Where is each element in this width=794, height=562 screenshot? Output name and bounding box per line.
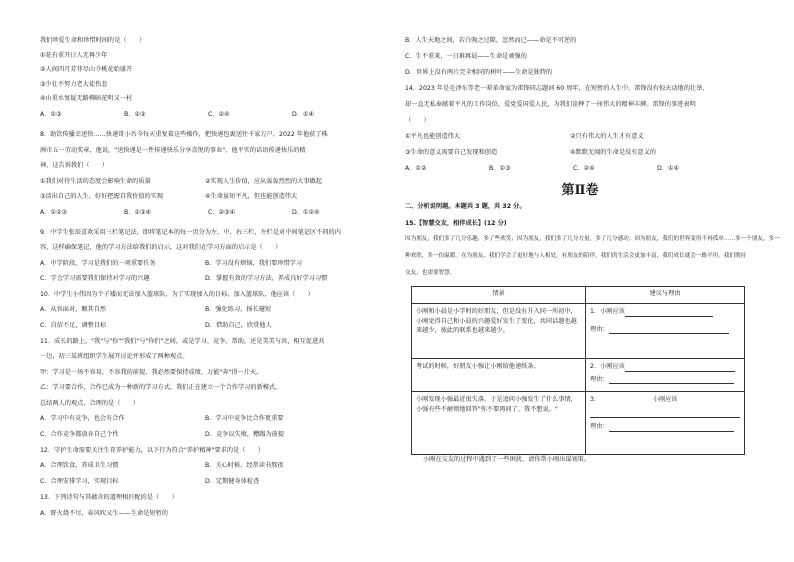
answer-blank[interactable] [609,376,734,384]
scenario-table [411,286,745,455]
option-a[interactable]: A．①③ [40,111,62,118]
option-c[interactable]: C．生不重来，一日难再晨——生命是顽强的 [405,53,527,60]
option-c[interactable]: C．②④ [573,165,595,172]
q8-item: ④生命虽短平凡，但也能创造伟大 [205,193,298,200]
q9-stem-line: 9．中学生张辰喜欢采用三栏笔记法，即将笔记本的每一页分为左、中、右三栏，左栏是对中间笔记区不同的内 [40,229,341,236]
answer-blank[interactable] [609,326,729,334]
option-a[interactable]: A．野火烧不尽，春风吹又生——生命是短暂的 [40,510,168,517]
option-d[interactable]: D．世界上没有两片完全相同的树叶——生命是独特的 [405,69,553,76]
option-d[interactable]: D．借助自己，欣赏他人 [205,322,272,329]
q15-intro-line: 种欢欣，多一份温暖。在为朋友，我们学会了更好地与人相处，有朋友的陪伴，我们的生活会更加丰富，我们成长就会一路平坦。我们期待 [405,253,747,259]
q13-stem: 13．下列诗句与其蕴含的道理相匹配的是（ ） [40,494,178,501]
option-d[interactable]: D．定期健身体检查 [205,478,260,485]
q14-item: ①平凡也能创造伟大 [405,133,461,140]
q15-intro-line: 因为朋友，我们多了几分乐趣，多了些欢笑；因为朋友，我们多了几分力量，多了几分感动；因为朋友，我们的世界变得不再孤单……多一个朋友，多一 [405,236,780,242]
option-c[interactable]: C．合理安排学习，实现目标 [40,478,119,485]
advice-prompt: 2．小刚应该 [590,363,625,370]
q8-item: ③活出自己的人生，好好把握自我价值的实现 [40,193,164,200]
q8-stem-line: 8．助饮传播幸送快……快递哥小吾今每天重复着这些操作，把快递包裹送往千家万户。2022 年他获了株 [40,131,328,138]
scene-cell: 小刚和小晨是小学时的好朋友，但是没有升入同一所初中，小刚觉得自己和小晨的兴趣爱好发生了变化，共同话题也越来越少，彼此的联系也越来越少。 [412,304,586,359]
q14-item: ②只有伟大的人生才有意义 [570,133,644,140]
q15-title: 15.【智慧交友，相伴成长】(12 分) [405,220,507,227]
q14-stem-line: 却一直无私奉献着平凡的工作岗位，爱党爱国爱人民，为我们诠释了一座伟大的精神丰碑。雷锋的事迹表明 [405,101,696,108]
q10-options [40,323,370,329]
option-a[interactable]: A．①②③ [40,209,68,216]
advice-prompt: 1．小刚应该 [590,308,625,315]
option-b[interactable]: B．学习中竞争比合作更重要 [205,415,284,422]
option-a[interactable]: A．中学阶段，学习是我们的一项重要任务 [40,260,156,267]
q11-stem-line: 一边，初三某班组织学生展开讨论并形成了两种观点。 [40,353,189,360]
q7-stem: 我们珍爱生命和珍惜时间的是（ ） [40,37,146,44]
reason-prompt: 理由： [590,375,609,383]
q11-stem-line: 甲：学习是一场不容易，不容我的前提，我必然要保持成绩，万能"奔"得一片天。 [40,369,263,376]
q11-options [40,416,370,422]
q14-items [405,134,735,140]
q12-options [40,479,370,485]
q9-options [40,261,370,267]
q7-item: ①花有重开日人无再少年 [40,52,108,59]
q9-options [40,276,370,282]
option-c[interactable]: C．②④ [208,111,230,118]
reason-prompt: 理由： [590,325,609,333]
option-a[interactable]: A．①② [405,165,427,172]
q14-stem-line: 14．2023 年是毛泽东等老一辈革命家为雷锋同志题词 60 周年，在短暂的人生中，雷锋没有惊天动地的壮举， [405,85,709,92]
scene-cell: 小刚发现小强最近很失落，于是追问小强发生了什么事情，小强有些不耐烦地回答"你不要再问了，我不想说。" [412,392,586,455]
answer-blank[interactable] [625,364,735,372]
q11-stem-line: 总结两人的观点，合理的是（ ） [40,400,139,407]
reason-prompt: 理由： [590,423,609,431]
table-row [412,304,745,359]
option-d[interactable]: D．掌握有效的学习方法，养成良好学习习惯 [205,275,328,282]
option-b[interactable]: B．②③ [124,111,146,118]
table-row [412,359,745,392]
q7-item: ④山重水复疑无路柳暗花明又一村 [40,95,133,102]
q15-intro-line: 交友，也需要智慧。 [405,270,456,276]
closing-prompt: 小刚在交友的过程中遇到了一些困扰，请你帮小刚出谋划策。 [423,456,591,463]
answer-blank[interactable] [625,309,713,317]
option-a[interactable]: A．学习中有竞争，也会有合作 [40,415,125,422]
q7-item: ③少壮不努力老大徒伤悲 [40,81,108,88]
scene-cell: 考试的时候，好朋友小强让小刚给他递纸条。 [412,359,586,392]
q11-stem-line: 11．成长的路上，"我"与"你""我们"与"你们"之间，或是学习、竞争、帮助，还是美美与共，相互促进共 [40,338,325,345]
option-b[interactable]: B．强化练习，扬长避短 [205,306,272,313]
q8-stem-line: 洲市五一劳动奖章，他说，"送快递是一件传递快乐分享喜悦的事业"。他平实的话语传递快乐的精 [40,147,306,154]
advice-cell[interactable] [586,392,745,455]
option-a[interactable]: A．从容面对，顺其自然 [40,306,107,313]
answer-blank[interactable] [590,410,740,418]
q8-item: ②实现人生价值，应从轰轰烈烈的大事做起 [205,178,322,185]
q12-stem: 12．守护生命需要关注生存养护能力，以下行为符合"养护精神"要求的是（ ） [40,447,264,454]
option-b[interactable]: B．①③ [489,165,511,172]
option-b[interactable]: B．①③④ [124,209,152,216]
option-d[interactable]: D．①②④ [292,209,320,216]
q14-items [405,150,735,156]
q14-item: ④默默无闻的生命是没有意义的 [570,149,656,156]
q12-options [40,463,370,469]
option-b[interactable]: B．关心时候，经常读书熬夜 [205,462,284,469]
q10-stem: 10．中学生小伟因为个子矮而无法加入篮球队，为了实现加入的目标，加入篮球队，他应该（ ） [40,291,314,298]
q8-items [40,179,370,185]
q8-stem-line: 神，这告诉我们（ ） [40,162,109,169]
table-header-row [412,287,745,304]
q8-items [40,194,370,200]
q14-item: ③生命的意义需要自己发现和创造 [405,149,498,156]
q8-item: ①我们对待生活的态度会影响生命的质量 [40,178,151,185]
q9-stem-line: 容，这样确保笔记，他的学习方法给我们的启示，这对我们在学习方面的启示是（ ） [40,244,282,251]
option-d[interactable]: D．①④ [292,111,315,118]
option-d[interactable]: D．①④ [657,165,680,172]
q7-item: ②人间四月芳菲尽山寺桃花始盛开 [40,66,133,73]
table-header-scene: 情景 [412,287,586,304]
q11-stem-line: 乙：学习要合作，合作已成为一种新的学习方式，我们正在建立一个合作学习的新模式。 [40,384,282,391]
q14-stem-line: （ ） [405,117,430,124]
q7-options [40,112,376,118]
option-d[interactable]: D．竞争以失败，糟蹋为前提 [205,431,285,438]
advice-cell[interactable] [586,359,745,392]
advice-cell[interactable] [586,304,745,359]
option-a[interactable]: A．合理饮食，养成卫生习惯 [40,462,119,469]
q8-options [40,210,376,216]
option-b[interactable]: B．学习没有烦恼，我们要珍惜学习 [205,260,303,267]
q14-options [405,166,741,172]
table-header-advice: 建议与理由 [586,287,745,304]
option-c[interactable]: C．合作竞争都放弃自己个性 [40,431,119,438]
q10-options [40,307,370,313]
q11-options [40,432,370,438]
option-c[interactable]: C．学会学习需要我们保持对学习的兴趣 [40,275,150,282]
advice-prompt: 3． 小刚应该 [590,396,678,403]
section-description: 二、分析说明题。本题共 3 题，共 32 分。 [405,203,526,210]
option-c[interactable]: C．自信不足，调整目标 [40,322,107,329]
option-b[interactable]: B．人生天地之间，若白驹之过隙，忽然而已——命是不可逆的 [405,37,577,44]
option-c[interactable]: C．②③④ [208,209,236,216]
table-row [412,392,745,455]
section-title: 第Ⅱ卷 [561,183,599,198]
answer-blank[interactable] [609,424,734,432]
